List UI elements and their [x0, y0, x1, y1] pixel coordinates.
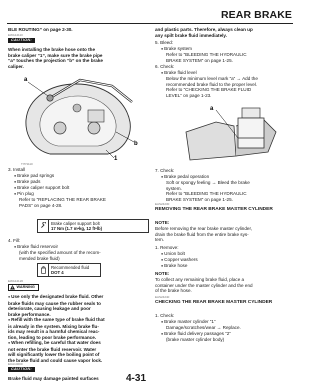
step-7-text: Soft or spongy feeling → Bleed the brake system. Refer to “BLEEDING THE HYDRAULIC BRAKE SYSTEM” on page 1-25. [166, 180, 250, 202]
fluid-can-icon [38, 264, 49, 276]
section-heading-checking: CHECKING THE REAR BRAKE MASTER CYLINDER [155, 300, 273, 305]
ref-code: ECA14000 [8, 362, 23, 366]
note-label: NOTE: [155, 220, 170, 225]
intro-text: BLE ROUTING” on page 2-30. [8, 27, 73, 32]
note-text: Before removing the rear brake master cylinder, drain the brake fluid from the entire brake sys- tem. [155, 226, 253, 243]
torque-spec-title: Brake caliper support bolt [51, 220, 100, 226]
check-item: ● Brake fluid delivery passages “2” [161, 331, 231, 338]
step-6-label: 6. Check: [155, 64, 175, 69]
callout-a: a [210, 106, 214, 112]
fluid-spec-title: Recommended fluid [51, 264, 90, 270]
step-3-item: ● Pin plug [14, 191, 34, 198]
brake-caliper-illustration [20, 72, 144, 162]
torque-spec-box [37, 219, 149, 233]
header-divider [7, 23, 293, 24]
step-6-item: ● Brake fluid level [161, 70, 197, 77]
torque-spec-value: 17 Nm (1.7 m•kg, 12 ft•lb) [51, 225, 103, 231]
warning-item: ● Refill with the same type of brake fluid that is already in the system. Mixing brake flu- ids may result in a harmful chemical reac- tion, leading to poor brake performance. [8, 317, 150, 340]
step-7-label: 7. Check: [155, 168, 175, 173]
callout-1: 1 [114, 156, 118, 162]
check-step-label: 1. Check: [155, 313, 175, 318]
step-3-item: ● Brake pads [14, 179, 40, 186]
warning-triangle-icon [10, 285, 15, 290]
ref-code: EAS24230 [155, 202, 170, 206]
callout-a: a [24, 77, 28, 83]
caution-text: When installing the brake hose onto the brake caliper “1”, make sure the brake pipe “a” touches the projection “b” on the brake caliper. [8, 47, 103, 69]
caution-continued: and plastic parts. Therefore, always clean up any spilt brake fluid immediately. [155, 27, 253, 38]
check-text: Damage/scratches/wear → Replace. [166, 325, 241, 330]
warning-label: WARNING [16, 285, 35, 290]
step-4-note: (with the specified amount of the recom- mended brake fluid) [19, 250, 101, 261]
ref-code: EWA14110 [8, 33, 23, 37]
remove-item: ● Brake hose [161, 263, 187, 270]
check-item: ● Brake master cylinder “1” [161, 319, 215, 326]
remove-item: ● Union bolt [161, 251, 185, 258]
page-number: 4-31 [126, 373, 147, 384]
remove-item: ● Copper washers [161, 257, 198, 264]
caution-text: Brake fluid may damage painted surfaces [8, 376, 99, 381]
wrench-icon [38, 220, 49, 232]
figure-code: T7P1110 [21, 162, 33, 166]
step-3-item: ● Brake caliper support bolt [14, 185, 69, 192]
ref-code: EWA14120 [8, 279, 24, 283]
callout-b: b [134, 141, 138, 147]
step-7-item: ● Brake pedal operation [161, 174, 209, 181]
step-5-label: 5. Bleed: [155, 40, 174, 45]
warning-banner [8, 284, 39, 291]
brake-reservoir-illustration [176, 102, 282, 164]
note-text: To collect any remaining brake fluid, place a container under the master cylinder and the end of the brake hose. [155, 277, 253, 294]
step-3-label: 3. Install [8, 167, 26, 172]
step-3-reference: Refer to “REPLACING THE REAR BRAKE PADS” on page 4-28. [19, 197, 106, 208]
section-heading-removing: REMOVING THE REAR BRAKE MASTER CYLINDER [155, 207, 273, 212]
step-6-text: Below the minimum level mark “a” → Add the recommended brake fluid to the proper level. Refer to “CHECKING THE BRAKE FLUID LEVEL” on page 1-23. [166, 76, 258, 98]
remove-step-label: 1. Remove: [155, 245, 179, 250]
fluid-spec-box [37, 263, 101, 277]
step-4-label: 4. Fill: [8, 238, 21, 243]
ref-code: EAS24240 [155, 295, 170, 299]
step-3-item: ● Brake pad springs [14, 173, 54, 180]
fluid-spec-value: DOT 4 [51, 269, 64, 275]
caution-label: CAUTION: [8, 367, 35, 372]
step-4-item: ● Brake fluid reservoir [14, 244, 58, 251]
caution-label: CAUTION: [8, 38, 35, 43]
warning-item: ● When refilling, be careful that water does not enter the brake fluid reservoir. Water will significantly lower the boiling point of the brake fluid and could cause vapor lock. [8, 340, 150, 363]
note-label: NOTE: [155, 271, 170, 276]
check-text: (brake master cylinder body) [166, 337, 225, 342]
step-5-reference: Refer to “BLEEDING THE HYDRAULIC BRAKE SYSTEM” on page 1-25. [166, 52, 247, 63]
step-5-item: ● Brake system [161, 46, 192, 53]
warning-item: ● Use only the designated brake fluid. Other brake fluids may cause the rubber seals to deteriorate, causing leakage and poor brake performance. [8, 294, 150, 317]
page-section-title: REAR BRAKE [220, 9, 292, 21]
